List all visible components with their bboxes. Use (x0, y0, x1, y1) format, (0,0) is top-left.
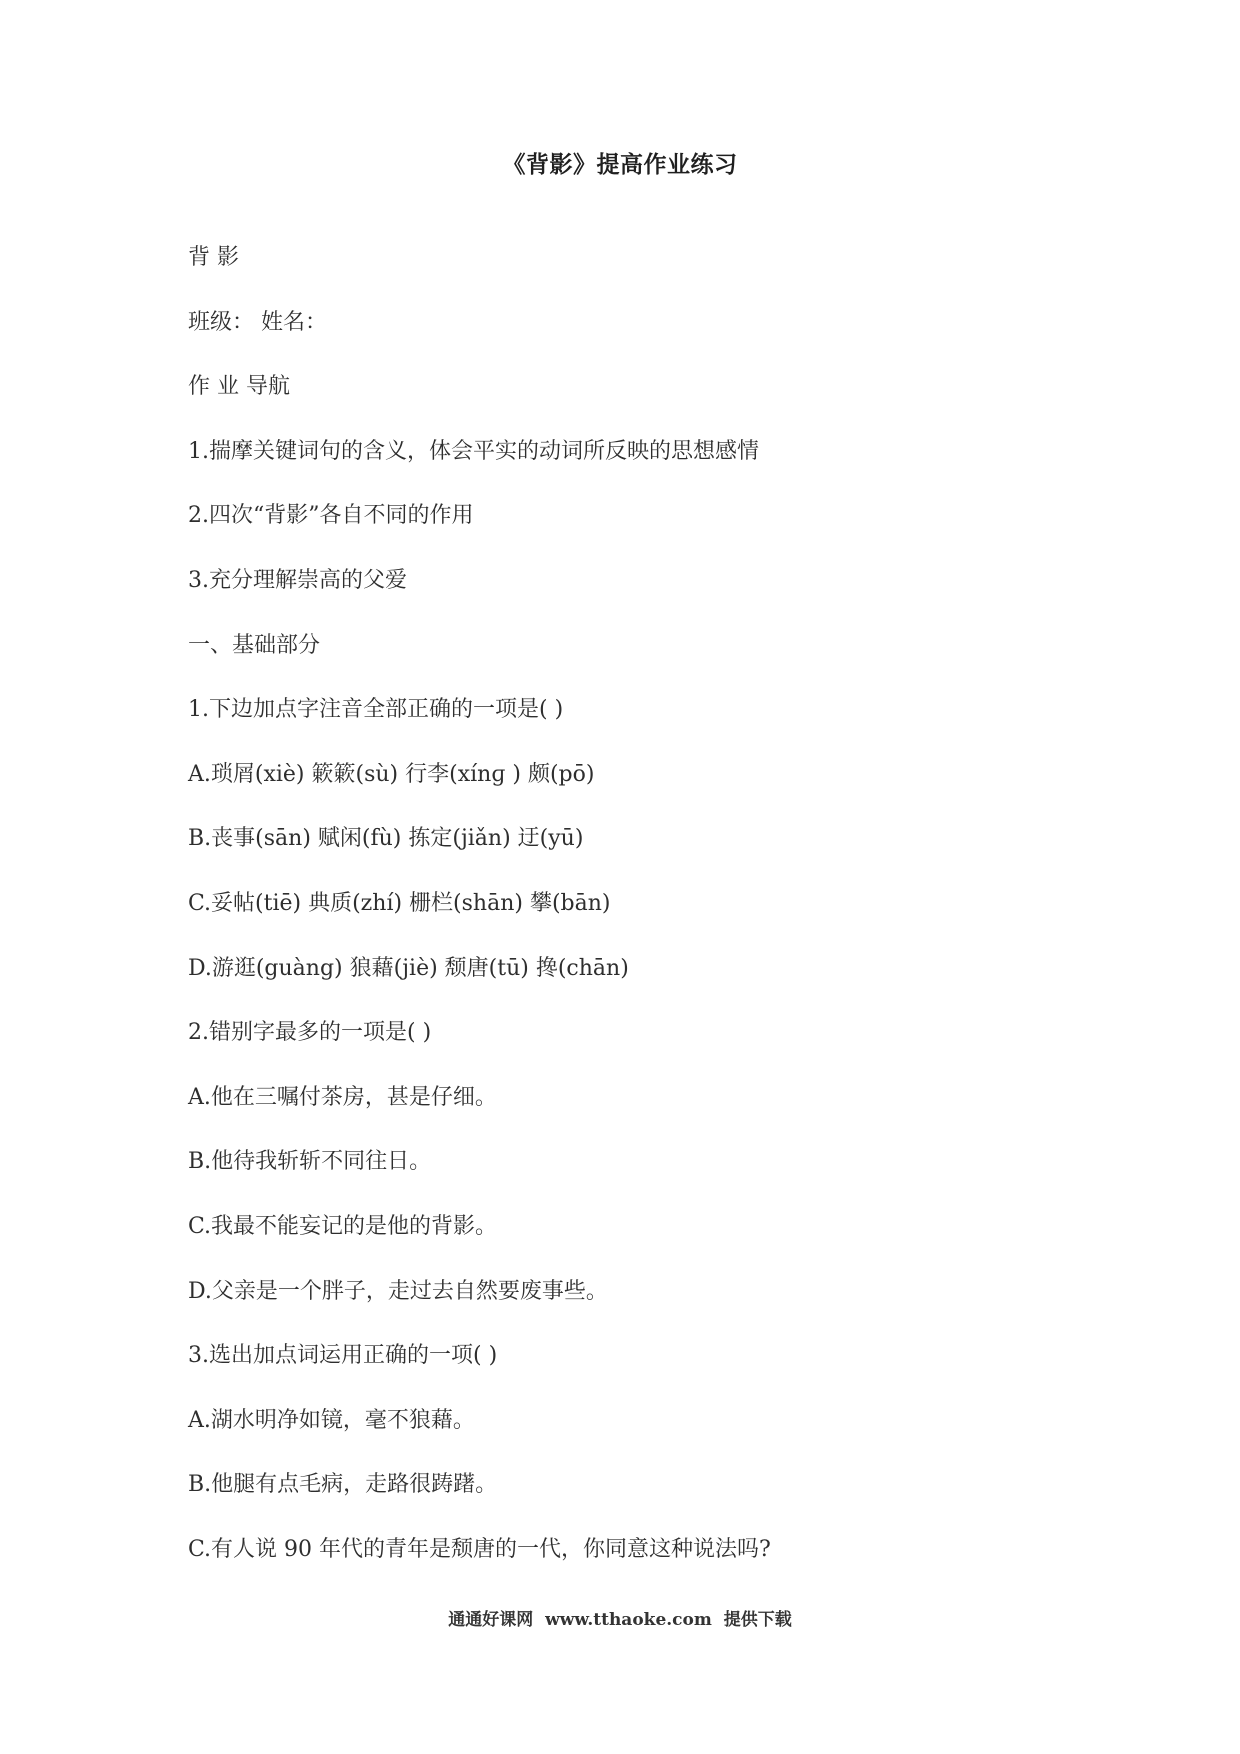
question-option: C.有人说 90 年代的青年是颓唐的一代，你同意这种说法吗? (188, 1536, 771, 1562)
question-stem: 3.选出加点词运用正确的一项( ) (188, 1343, 498, 1369)
class-name-fields: 班级： 姓名： (188, 309, 327, 335)
question-option: B.他腿有点毛病，走路很踌躇。 (188, 1472, 498, 1498)
question-option: D.游逛(guàng) 狼藉(jiè) 颓唐(tū) 搀(chān) (188, 955, 629, 981)
question-option: C.我最不能妄记的是他的背影。 (188, 1213, 498, 1239)
question-option: D.父亲是一个胖子，走过去自然要废事些。 (188, 1278, 608, 1304)
section-heading: 一、基础部分 (188, 632, 321, 658)
question-stem: 2.错别字最多的一项是( ) (188, 1020, 432, 1046)
document-body (188, 244, 1088, 1600)
question-option: B.丧事(sān) 赋闲(fù) 拣定(jiǎn) 迂(yū) (188, 826, 584, 852)
lesson-subtitle: 背 影 (188, 245, 239, 270)
question-option: A.湖水明净如镜，毫不狼藉。 (188, 1407, 475, 1433)
question-option: A.琐屑(xiè) 簌簌(sù) 行李(xínɡ ) 颇(pō) (188, 761, 595, 787)
document-title: 《背影》提高作业练习 (502, 151, 738, 178)
guide-item: 2.四次“背影”各自不同的作用 (188, 503, 474, 529)
question-option: B.他待我斩斩不同往日。 (188, 1149, 432, 1175)
page-footer: 通通好课网 www.tthaoke.com 提供下载 (448, 1610, 792, 1630)
guide-heading: 作 业 导航 (188, 374, 290, 400)
question-stem: 1.下边加点字注音全部正确的一项是( ) (188, 697, 564, 723)
question-option: C.妥帖(tiē) 典质(zhí) 栅栏(shān) 攀(bān) (188, 890, 611, 916)
guide-item: 1.揣摩关键词句的含义，体会平实的动词所反映的思想感情 (188, 438, 759, 464)
guide-item: 3.充分理解崇高的父爱 (188, 567, 407, 593)
question-option: A.他在三嘱付茶房，甚是仔细。 (188, 1084, 497, 1110)
